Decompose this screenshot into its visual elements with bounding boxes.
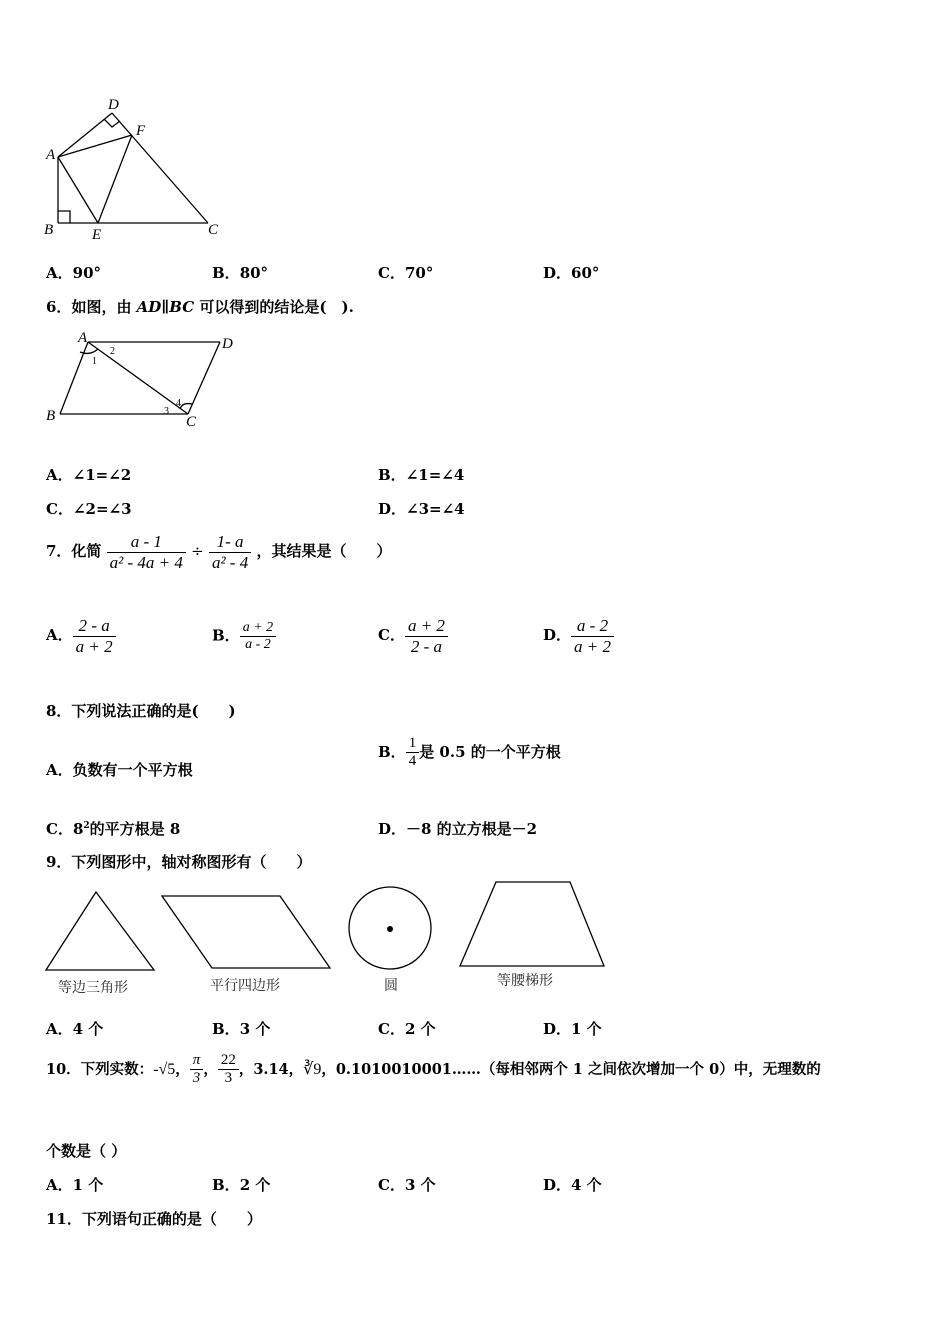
q9-option-c[interactable] [378,1018,436,1039]
option-text: 2 个 [404,1020,436,1038]
fraction-denominator: 3 [224,1070,233,1087]
q10-stem-pre: 10．下列实数： [46,1060,154,1078]
shape-label-circle: 圆 [384,978,398,994]
q10-stem-post: （每相邻两个 1 之间依次增加一个 0）中，无理数的 [480,1060,821,1078]
option-text: 4 个 [571,1176,602,1194]
q5-option-c[interactable] [378,262,433,283]
option-text: ∠1=∠4 [405,466,465,484]
fraction-denominator: 3 [192,1070,201,1087]
option-text: 70° [404,264,434,282]
q10-option-a[interactable] [46,1174,103,1195]
option-letter: C． [378,264,405,282]
option-fraction [406,735,420,771]
q7-fraction-2 [209,532,251,572]
fraction-numerator: 1 [406,735,420,753]
fraction-numerator: 22 [218,1052,239,1070]
shape-label-equilateral-triangle: 等边三角形 [58,980,128,996]
q7-option-d[interactable] [543,616,614,656]
q5-label-D: D [108,97,119,113]
q5-option-b[interactable] [212,262,268,283]
q6-parallelogram-figure [40,330,250,430]
fraction-numerator: a - 2 [571,616,614,637]
q5-label-C: C [208,222,219,238]
option-letter: B． [212,1020,240,1038]
option-fraction [240,620,276,653]
q7-stem-post: ，其结果是（ ） [256,542,392,561]
q5-label-F: F [136,123,146,139]
q5-option-d[interactable] [543,262,599,283]
q7-fraction-1 [107,532,186,572]
option-letter: A． [46,626,73,645]
option-letter: D． [543,1176,572,1194]
q6-stem [46,296,354,317]
option-letter: A． [46,466,73,484]
q6-label-1: 1 [92,356,97,367]
divide-sign: ÷ [191,542,204,561]
q6-label-B: B [46,408,56,424]
fraction-numerator: 2 - a [73,616,116,637]
option-letter: A． [46,761,73,779]
option-letter: D． [543,626,572,645]
q10-stem-line2: 个数是（ ） [46,1142,127,1160]
fraction-denominator: a² - 4 [211,552,249,572]
q8-stem: 8．下列说法正确的是( ) [46,702,236,720]
option-letter: D． [543,1020,572,1038]
q10-number-314: 3.14 [253,1060,289,1078]
option-text: 4 个 [72,1020,104,1038]
q10-option-c[interactable] [378,1174,436,1195]
option-letter: C． [378,626,405,645]
q9-shapes-figure [40,878,620,978]
option-letter: B． [378,742,406,761]
option-fraction [405,616,448,656]
fraction-numerator: π [190,1052,204,1070]
q10-option-d[interactable] [543,1174,602,1195]
q6-label-2: 2 [110,346,115,357]
fraction-numerator: a + 2 [405,616,448,637]
power-base: 8 [72,820,84,838]
q6-option-c[interactable] [46,498,132,519]
q10-fraction-pi-3 [190,1052,204,1088]
option-text: 3 个 [239,1020,271,1038]
option-text: －8 的立方根是－2 [406,820,538,838]
q8-option-c[interactable] [46,818,180,839]
q9-option-b[interactable] [212,1018,270,1039]
isosceles-trapezoid-shape [460,882,604,966]
option-text: 1 个 [571,1020,602,1038]
fraction-denominator: a + 2 [574,636,611,656]
q10-option-b[interactable] [212,1174,270,1195]
q5-triangle-figure [40,95,230,245]
option-text: ∠3=∠4 [406,500,465,518]
q7-number: 7．化简 [46,542,102,561]
shape-label-isosceles-trapezoid: 等腰梯形 [497,973,553,989]
q5-label-E: E [92,227,102,243]
option-letter: A． [46,1020,73,1038]
q7-stem [46,532,391,572]
option-letter: D． [378,820,407,838]
equilateral-triangle-shape [46,892,154,970]
option-letter: D． [543,264,572,282]
q6-label-3: 3 [164,406,169,417]
q10-neg-sqrt5: -√5 [153,1060,176,1078]
option-letter: B． [212,626,240,645]
q6-label-A: A [78,330,88,346]
q7-option-a[interactable] [46,616,116,656]
q5-label-B: B [44,222,54,238]
option-letter: B． [212,264,240,282]
option-fraction [73,616,116,656]
q11-stem: 11．下列语句正确的是（ ） [46,1210,262,1228]
q6-stem-pre: 如图，由 [71,298,137,316]
option-letter: C． [46,820,73,838]
fraction-denominator: 4 [408,753,417,770]
q6-option-d[interactable] [378,498,465,519]
q6-label-C: C [186,414,197,430]
option-text: ∠1=∠2 [72,466,132,484]
q6-option-b[interactable] [378,464,464,485]
circle-center-dot [387,926,393,932]
q9-stem: 9．下列图形中，轴对称图形有（ ） [46,853,312,871]
fraction-numerator: a + 2 [240,620,276,637]
option-letter: C． [46,500,73,518]
option-text: 是 0.5 的一个平方根 [419,742,561,761]
option-text: 的平方根是 8 [89,820,181,838]
q6-option-a[interactable] [46,464,131,485]
fraction-denominator: 2 - a [410,636,443,656]
option-text: 1 个 [72,1176,104,1194]
option-text: 90° [72,264,102,282]
option-text: 80° [239,264,269,282]
q10-decimal: 0.1010010001…… [335,1060,481,1078]
fraction-numerator: 1- a [209,532,251,553]
q10-cube-root-9: ∛9 [303,1060,322,1078]
option-text: 60° [571,264,600,282]
option-letter: D． [378,500,407,518]
q5-option-a[interactable] [46,262,101,283]
option-letter: B． [378,466,406,484]
q8-option-d[interactable] [378,818,537,839]
q6-label-4: 4 [176,398,181,409]
fraction-numerator: a - 1 [107,532,186,553]
q10-stem: 10．下列实数：-√5， $\frac{\pi}{3}$ ， $\frac{22}{3}$ ，3.14，∛9，0.1010010001……（每相邻两个 1 之间依次增加一个 0）中，无理数的 [46,1052,821,1087]
q5-label-A: A [46,147,56,163]
fraction-denominator: a² - 4a + 4 [109,552,183,572]
option-letter: C． [378,1176,405,1194]
q9-option-a[interactable] [46,1018,103,1039]
q9-option-d[interactable] [543,1018,602,1039]
option-text: ∠2=∠3 [72,500,132,518]
option-letter: B． [212,1176,240,1194]
fraction-denominator: a + 2 [75,636,113,656]
q6-label-D: D [222,336,233,352]
q6-number: 6． [46,298,72,316]
fraction-denominator: a - 2 [245,637,271,653]
q10-fraction-22-3 [218,1052,239,1088]
option-letter: C． [378,1020,405,1038]
option-letter: A． [46,264,73,282]
q7-option-c[interactable] [378,616,448,656]
q7-option-b[interactable] [212,620,276,653]
q6-stem-math: AD∥BC [136,298,195,316]
power-exponent: 2 [83,821,90,831]
q6-stem-post: 可以得到的结论是( ). [194,298,354,316]
option-fraction [571,616,614,656]
option-text: 负数有一个平方根 [72,761,193,779]
option-text: 3 个 [404,1176,436,1194]
q8-option-b[interactable] [378,735,561,771]
option-text: 2 个 [239,1176,271,1194]
parallelogram-shape [162,896,330,968]
option-letter: A． [46,1176,73,1194]
shape-label-parallelogram: 平行四边形 [210,978,280,994]
q8-option-a[interactable] [46,759,193,780]
